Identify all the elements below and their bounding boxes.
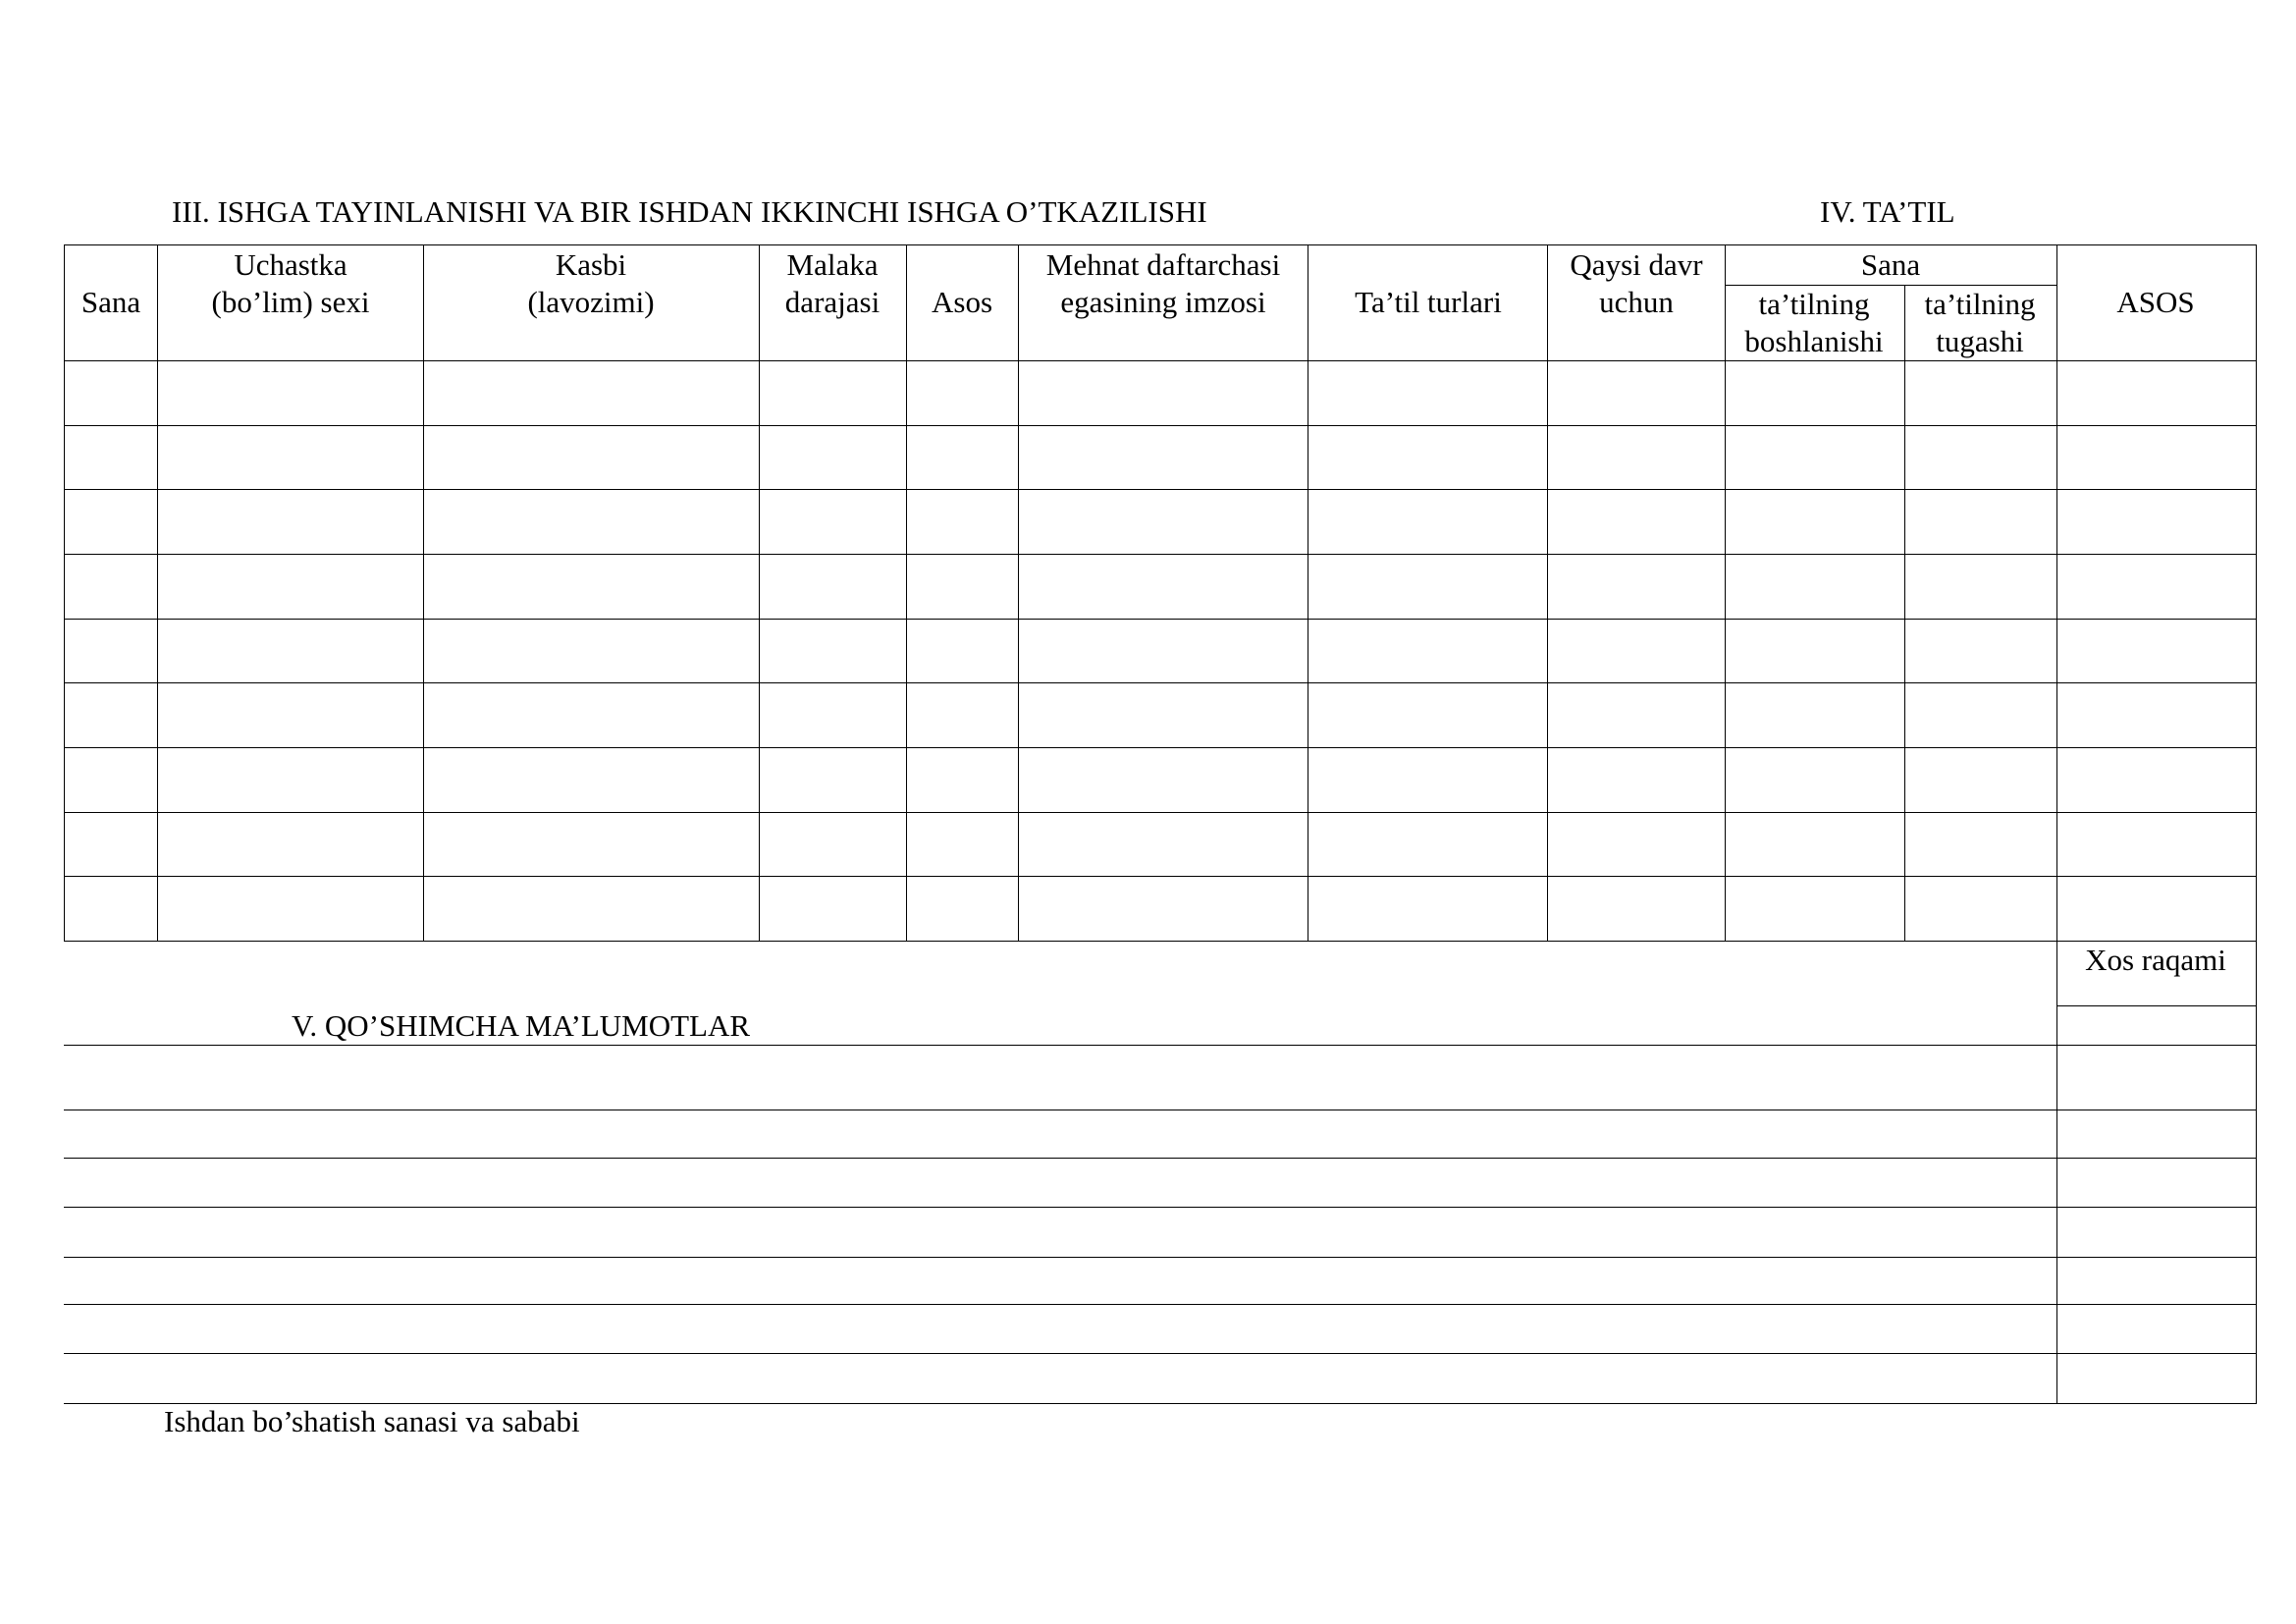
info-line — [64, 1045, 2257, 1046]
table-row — [64, 619, 2257, 620]
table-row — [64, 747, 2257, 748]
table-row — [64, 812, 2257, 813]
header-sana: Sana — [80, 285, 141, 319]
col-border — [157, 244, 158, 942]
col-border — [64, 244, 65, 942]
col-border — [759, 244, 760, 942]
col-border — [423, 244, 424, 942]
col-border — [2256, 244, 2257, 1404]
xos-raqami-label: Xos raqami — [2085, 943, 2226, 977]
section-3-title: III. ISHGA TAYINLANISHI VA BIR ISHDAN IKKINCHI ISHGA O’TKAZILISHI — [172, 194, 1207, 229]
table-row — [64, 425, 2257, 426]
col-border — [1904, 285, 1905, 942]
table-row — [64, 876, 2257, 877]
info-line — [64, 1207, 2257, 1208]
header-qaysi-davr-line2: uchun — [1599, 285, 1674, 319]
header-tugashi-line2: tugashi — [1936, 324, 2024, 358]
info-line — [64, 1158, 2257, 1159]
header-tatil-turlari: Ta’til turlari — [1355, 285, 1502, 319]
table-row — [64, 489, 2257, 490]
header-qaysi-davr-line1: Qaysi davr — [1570, 247, 1703, 282]
header-asos: Asos — [931, 285, 993, 319]
header-bottom-border — [64, 360, 2257, 361]
header-sana-group: Sana — [1860, 247, 1921, 282]
col-border — [1725, 244, 1726, 942]
header-uchastka-line2: (bo’lim) sexi — [211, 285, 370, 319]
header-boshlanishi-line1: ta’tilning — [1758, 287, 1870, 321]
section-4-title: IV. TA’TIL — [1820, 194, 1955, 229]
table-row — [64, 554, 2257, 555]
dismissal-date-reason-label: Ishdan bo’shatish sanasi va sababi — [164, 1404, 580, 1438]
col-border — [2056, 244, 2057, 1404]
header-asos-caps: ASOS — [2116, 285, 2195, 319]
info-line — [64, 1257, 2257, 1258]
section-5-title: V. QO’SHIMCHA MA’LUMOTLAR — [292, 1008, 751, 1043]
header-kasbi-line2: (lavozimi) — [527, 285, 655, 319]
info-line — [64, 1353, 2257, 1354]
header-mehnat-line1: Mehnat daftarchasi — [1045, 247, 1281, 282]
header-uchastka-line1: Uchastka — [234, 247, 347, 282]
info-line — [64, 1304, 2257, 1305]
table-row — [64, 682, 2257, 683]
header-malaka-line2: darajasi — [784, 285, 881, 319]
header-malaka-line1: Malaka — [786, 247, 879, 282]
xos-raqami-divider — [2056, 1005, 2256, 1006]
header-kasbi-line1: Kasbi — [555, 247, 627, 282]
header-boshlanishi-line2: boshlanishi — [1744, 324, 1884, 358]
header-tugashi-line1: ta’tilning — [1924, 287, 2036, 321]
table-row — [64, 941, 2257, 942]
header-mehnat-line2: egasining imzosi — [1060, 285, 1266, 319]
col-border — [906, 244, 907, 942]
col-border — [1547, 244, 1548, 942]
col-border — [1018, 244, 1019, 942]
